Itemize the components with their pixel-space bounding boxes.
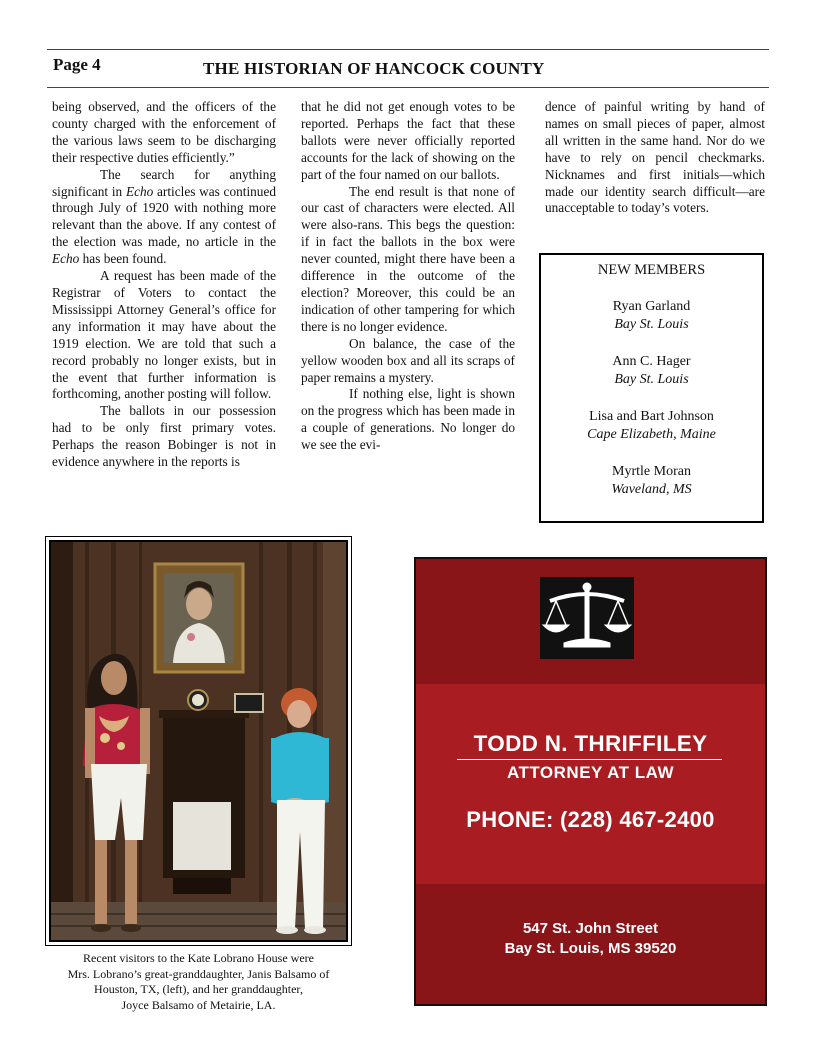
caption-line: Recent visitors to the Kate Lobrano House were (83, 951, 314, 965)
article-paragraph (52, 99, 276, 167)
member-entry (541, 353, 762, 390)
address-street: 547 St. John Street (522, 920, 659, 937)
text-run: The ballots in our possession had to be only first primary votes. Perhaps the reason Bobinger is not in evidence anywhere in the reports is (52, 403, 276, 470)
text-run: A request has been made of the Registrar of Voters to contact the Mississippi Attorney General’s office for any information it may have about the 1919 election. We are told that such a record probably no longer exists, but in the event that further information is forthcoming, another posting will follow. (52, 268, 276, 402)
ad-divider (457, 759, 722, 760)
member-name: Ryan Garland (612, 298, 691, 314)
article-paragraph (301, 184, 515, 336)
text-run: The end result is that none of our cast of characters were elected. All were also-rans. This begs the question: if in fact the ballots in the box were never counted, might there have been a difference in the outcome of the election? Moreover, this could be an indication of other tampering for which there is no longer evidence. (301, 183, 515, 334)
text-run: being observed, and the officers of the county charged with the enforcement of the various laws seem to be discharging their respective duties efficiently.” (52, 99, 276, 165)
text-run: The search for anything significant in (52, 166, 276, 199)
attorney-address (416, 919, 765, 959)
article-paragraph (301, 386, 515, 454)
header-bottom-rule (47, 87, 769, 88)
article-paragraph (301, 336, 515, 387)
text-run: On balance, the case of the yellow wooden box and all its scraps of paper remains a mystery. (301, 335, 515, 385)
text-run: dence of painful writing by hand of names on small pieces of paper, almost all written in the same hand. Nor do we have to rely on pencil checkmarks. Nicknames and first initials—which made our identity search difficult—are unacceptable to today’s voters. (545, 99, 765, 216)
header-top-rule (47, 49, 769, 50)
page-number: Page 4 (53, 55, 101, 74)
ad-highlight-band (416, 684, 765, 884)
caption-line: Houston, TX, (left), and her granddaughter, (94, 982, 303, 997)
member-location: Waveland, MS (611, 482, 692, 497)
scales-of-justice-icon (540, 577, 634, 659)
attorney-name: TODD N. THRIFFILEY (473, 731, 708, 756)
member-name: Myrtle Moran (612, 463, 691, 479)
visitors-photo-image (51, 542, 348, 942)
member-location: Bay St. Louis (614, 317, 689, 332)
member-entry (541, 298, 762, 335)
member-entry (541, 463, 762, 500)
article-column-3 (545, 99, 765, 217)
article-paragraph (52, 167, 276, 268)
member-entry (541, 408, 762, 445)
caption-line: Mrs. Lobrano’s great-granddaughter, Janis Balsamo of (67, 966, 330, 981)
visitors-photo (45, 536, 352, 946)
publication-name: Echo (125, 183, 154, 199)
member-name: Lisa and Bart Johnson (589, 408, 714, 424)
caption-line: Joyce Balsamo of Metairie, LA. (121, 997, 276, 1012)
member-name: Ann C. Hager (612, 353, 691, 369)
new-members-box (539, 253, 764, 523)
article-paragraph (52, 268, 276, 403)
address-city: Bay St. Louis, MS 39520 (504, 940, 677, 957)
article-column-1 (52, 99, 276, 471)
text-run: that he did not get enough votes to be reported. Perhaps the fact that these ballots were never officially reported accounts for the lack of showing on the part of the four named on our ballots. (301, 99, 515, 182)
text-run: If nothing else, light is shown on the progress which has been made in a couple of generations. No longer do we see the evi- (301, 386, 515, 453)
masthead-title: THE HISTORIAN OF HANCOCK COUNTY (203, 59, 545, 78)
member-location: Bay St. Louis (614, 372, 689, 387)
new-members-title: NEW MEMBERS (597, 262, 706, 278)
member-location: Cape Elizabeth, Maine (587, 427, 716, 442)
text-run: articles was continued through July of 1920 with nothing more relevant than the above. If any contest of the election was made, no article in the (52, 183, 276, 250)
attorney-title: ATTORNEY AT LAW (506, 763, 675, 782)
photo-caption (45, 951, 352, 1013)
article-paragraph (545, 99, 765, 217)
attorney-phone: PHONE: (228) 467-2400 (466, 807, 715, 832)
article-column-2 (301, 99, 515, 454)
text-run: has been found. (79, 251, 167, 267)
article-paragraph (301, 99, 515, 184)
publication-name: Echo (52, 251, 80, 267)
article-paragraph (52, 403, 276, 471)
attorney-advertisement (414, 557, 767, 1006)
